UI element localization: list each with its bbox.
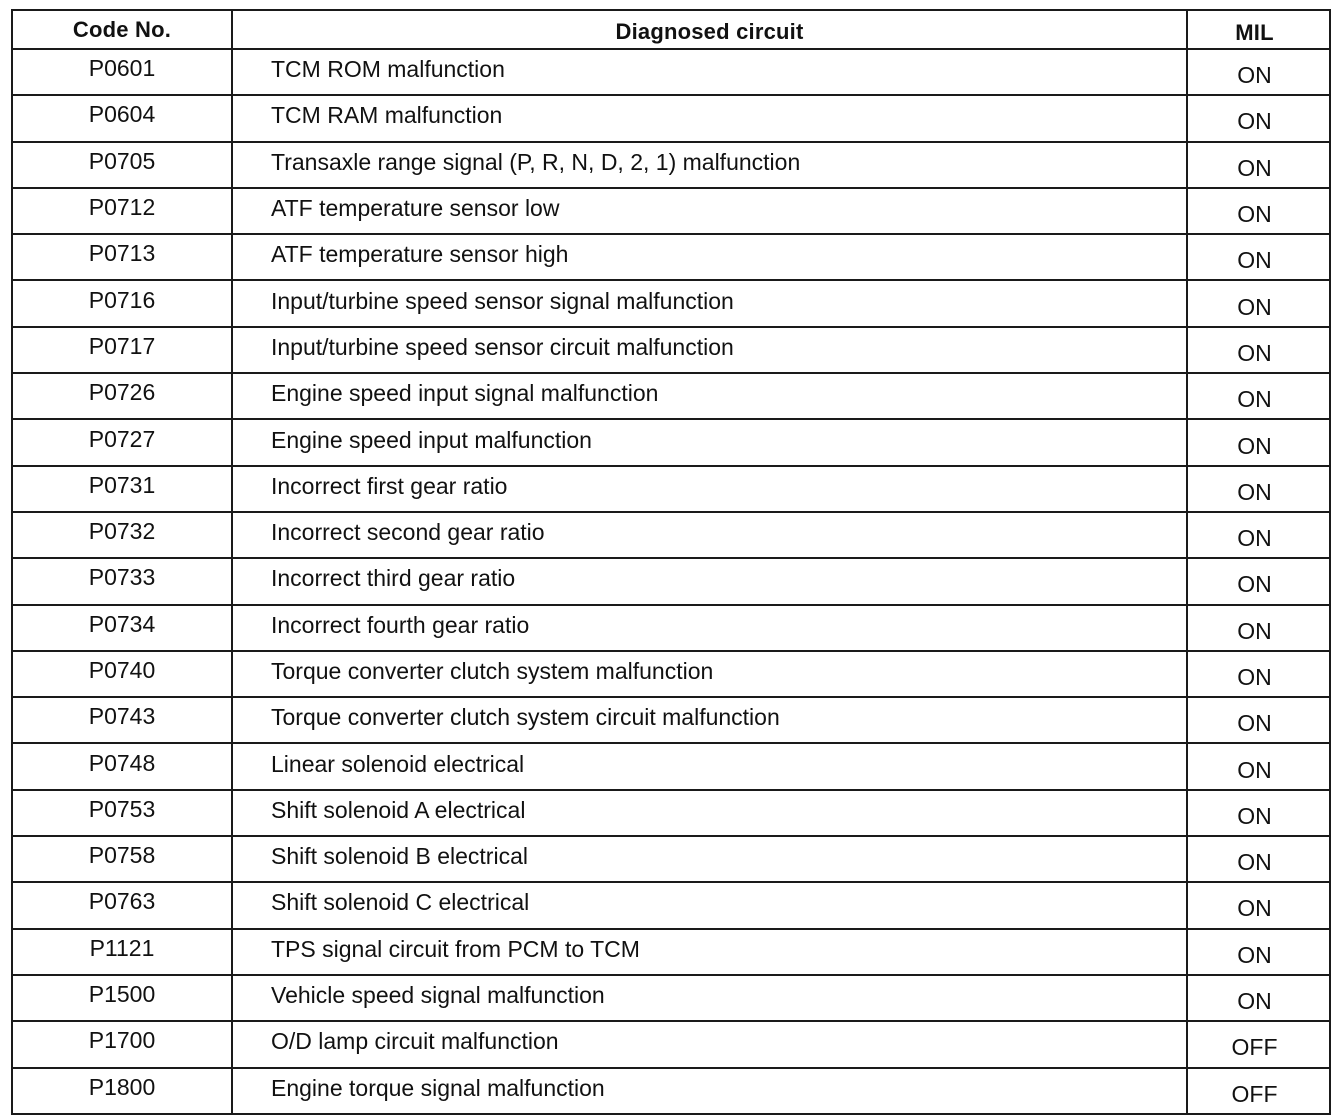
mil-status-cell: OFF (1187, 1021, 1330, 1067)
code-cell: P0743 (12, 697, 232, 743)
diagnosed-circuit-cell: Torque converter clutch system circuit malfunction (232, 697, 1187, 743)
code-cell: P0726 (12, 373, 232, 419)
code-cell: P0758 (12, 836, 232, 882)
diagnosed-circuit-cell: Engine speed input signal malfunction (232, 373, 1187, 419)
header-code-no: Code No. (12, 10, 232, 49)
code-cell: P0717 (12, 327, 232, 373)
mil-status-cell: ON (1187, 280, 1330, 326)
diagnostic-code-table (11, 9, 1331, 1115)
mil-status-cell: ON (1187, 790, 1330, 836)
code-cell: P0604 (12, 95, 232, 141)
table-row (12, 929, 1330, 975)
diagnosed-circuit-cell: TCM RAM malfunction (232, 95, 1187, 141)
diagnosed-circuit-cell: ATF temperature sensor high (232, 234, 1187, 280)
diagnosed-circuit-cell: Input/turbine speed sensor circuit malfunction (232, 327, 1187, 373)
mil-status-cell: ON (1187, 234, 1330, 280)
mil-status-cell: ON (1187, 95, 1330, 141)
mil-status-cell: ON (1187, 188, 1330, 234)
table-row (12, 234, 1330, 280)
mil-status-cell: ON (1187, 697, 1330, 743)
table-row (12, 512, 1330, 558)
table-row (12, 605, 1330, 651)
code-cell: P0740 (12, 651, 232, 697)
table-row (12, 882, 1330, 928)
code-cell: P0601 (12, 49, 232, 95)
table-row (12, 327, 1330, 373)
diagnosed-circuit-cell: Torque converter clutch system malfunction (232, 651, 1187, 697)
diagnosed-circuit-cell: Engine torque signal malfunction (232, 1068, 1187, 1114)
mil-status-cell: ON (1187, 975, 1330, 1021)
code-cell: P0731 (12, 466, 232, 512)
mil-status-cell: ON (1187, 743, 1330, 789)
diagnosed-circuit-cell: Incorrect first gear ratio (232, 466, 1187, 512)
diagnosed-circuit-cell: Shift solenoid A electrical (232, 790, 1187, 836)
code-cell: P1121 (12, 929, 232, 975)
table-row (12, 373, 1330, 419)
table-row (12, 1021, 1330, 1067)
table-row (12, 142, 1330, 188)
code-cell: P0748 (12, 743, 232, 789)
mil-status-cell: ON (1187, 836, 1330, 882)
mil-status-cell: ON (1187, 605, 1330, 651)
code-cell: P1500 (12, 975, 232, 1021)
code-cell: P1800 (12, 1068, 232, 1114)
code-cell: P0712 (12, 188, 232, 234)
diagnosed-circuit-cell: TCM ROM malfunction (232, 49, 1187, 95)
header-row (12, 10, 1330, 49)
code-cell: P0716 (12, 280, 232, 326)
code-cell: P0763 (12, 882, 232, 928)
code-cell: P0734 (12, 605, 232, 651)
table-row (12, 697, 1330, 743)
code-cell: P0733 (12, 558, 232, 604)
code-cell: P0753 (12, 790, 232, 836)
mil-status-cell: ON (1187, 49, 1330, 95)
table-row (12, 558, 1330, 604)
code-cell: P0705 (12, 142, 232, 188)
mil-status-cell: ON (1187, 558, 1330, 604)
table-row (12, 743, 1330, 789)
table-row (12, 466, 1330, 512)
diagnosed-circuit-cell: TPS signal circuit from PCM to TCM (232, 929, 1187, 975)
table-row (12, 419, 1330, 465)
table-row (12, 49, 1330, 95)
code-cell: P0732 (12, 512, 232, 558)
diagnosed-circuit-cell: Incorrect second gear ratio (232, 512, 1187, 558)
diagnosed-circuit-cell: Shift solenoid C electrical (232, 882, 1187, 928)
diagnosed-circuit-cell: Incorrect third gear ratio (232, 558, 1187, 604)
mil-status-cell: ON (1187, 512, 1330, 558)
diagnosed-circuit-cell: Incorrect fourth gear ratio (232, 605, 1187, 651)
code-cell: P0727 (12, 419, 232, 465)
diagnosed-circuit-cell: Vehicle speed signal malfunction (232, 975, 1187, 1021)
table-body (12, 49, 1330, 1114)
diagnosed-circuit-cell: ATF temperature sensor low (232, 188, 1187, 234)
mil-status-cell: ON (1187, 651, 1330, 697)
diagnosed-circuit-cell: Transaxle range signal (P, R, N, D, 2, 1) malfunction (232, 142, 1187, 188)
table-row (12, 651, 1330, 697)
mil-status-cell: ON (1187, 466, 1330, 512)
table-row (12, 280, 1330, 326)
dtc-table-container (11, 9, 1329, 1115)
diagnosed-circuit-cell: O/D lamp circuit malfunction (232, 1021, 1187, 1067)
table-header (12, 10, 1330, 49)
diagnosed-circuit-cell: Input/turbine speed sensor signal malfunction (232, 280, 1187, 326)
code-cell: P1700 (12, 1021, 232, 1067)
table-row (12, 95, 1330, 141)
header-diagnosed-circuit: Diagnosed circuit (232, 10, 1187, 49)
table-row (12, 188, 1330, 234)
header-mil: MIL (1187, 10, 1330, 49)
code-cell: P0713 (12, 234, 232, 280)
table-row (12, 975, 1330, 1021)
diagnosed-circuit-cell: Engine speed input malfunction (232, 419, 1187, 465)
table-row (12, 836, 1330, 882)
mil-status-cell: ON (1187, 142, 1330, 188)
mil-status-cell: ON (1187, 882, 1330, 928)
mil-status-cell: ON (1187, 373, 1330, 419)
diagnosed-circuit-cell: Shift solenoid B electrical (232, 836, 1187, 882)
table-row (12, 790, 1330, 836)
mil-status-cell: ON (1187, 929, 1330, 975)
diagnosed-circuit-cell: Linear solenoid electrical (232, 743, 1187, 789)
mil-status-cell: ON (1187, 419, 1330, 465)
mil-status-cell: OFF (1187, 1068, 1330, 1114)
table-row (12, 1068, 1330, 1114)
mil-status-cell: ON (1187, 327, 1330, 373)
